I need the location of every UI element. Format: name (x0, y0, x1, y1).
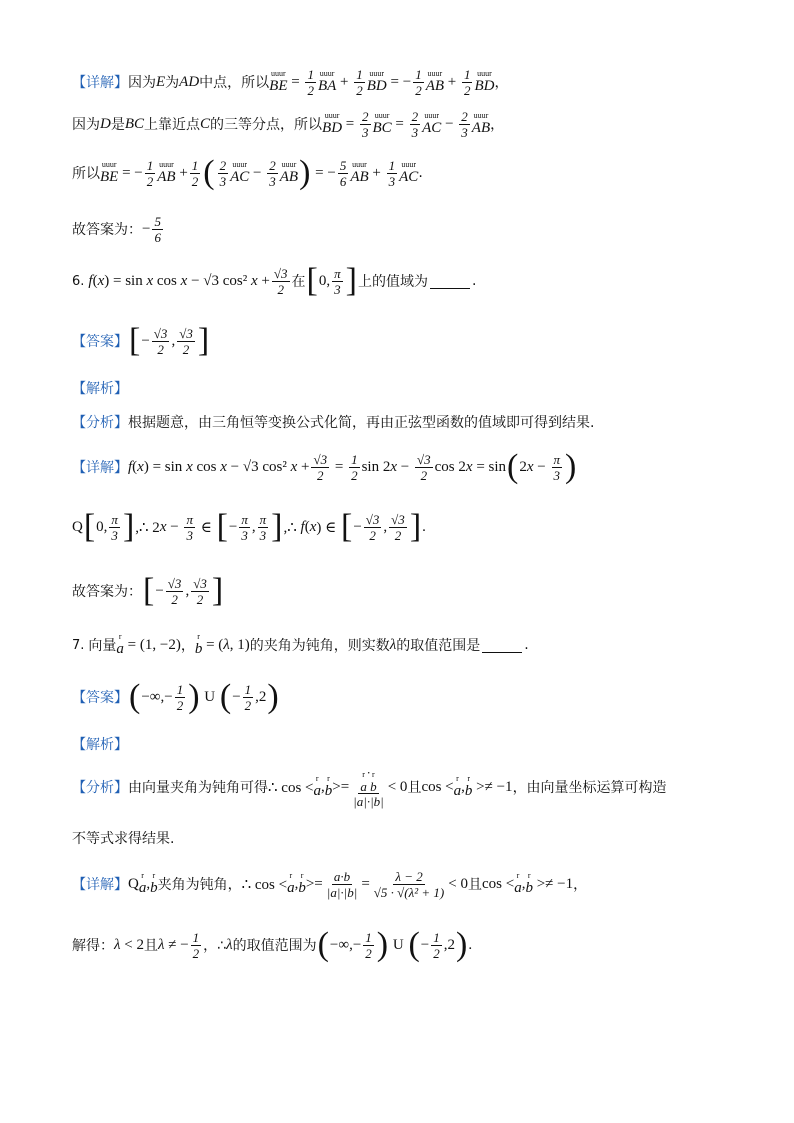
question-7: 7. 向量 r a = (1, −2) ， r b = ( λ , 1) 的夹角为钝角，则实数 λ 的取值范围是 . (72, 632, 529, 657)
q7-fenxi: 【分析】 由向量夹角为钝角可得 ∴ cos < r a , r b >= r a · r b |a|·|b| < 0 且 cos < r a , r b >≠ −1 ，由向量坐标运算可构造 (72, 765, 667, 809)
vector-expression: uuur BE = − $\frac{1}{2}$ uuur AB + $\frac{1}{2}$ ( $\frac{2}{3}$ uuur AC − $\frac{2}{3}$ uuur AB ) = − $\frac{5}{6}$ uuur AB + $\frac{1}{3}$ uuur AC (100, 154, 419, 191)
answer-blank (430, 274, 470, 289)
q6-detail-2 (72, 504, 426, 550)
q7-jiexi: 【解析】 (72, 737, 128, 753)
vector-b: r b = ( λ , 1) (194, 632, 250, 657)
question-6: 6. f ( x ) = sin x cos x − √3 cos² x + $\frac{√3}{2}$ 在 [ 0, $\frac{\pi}{3}$ ] 上的值域为 . (72, 262, 477, 299)
answer-value: [ − $\frac{√3}{2}$ , $\frac{√3}{2}$ ] (143, 572, 224, 609)
answer-line-1: 故答案为： − $\frac{5}{6}$ (72, 210, 165, 248)
interval: [ 0, $\frac{\pi}{3}$ ] (306, 262, 357, 299)
answer-value: [ − $\frac{√3}{2}$ , $\frac{√3}{2}$ ] (129, 322, 210, 359)
q6-answer: 【答案】 [ − $\frac{√3}{2}$ , $\frac{√3}{2}$ ] (72, 322, 210, 359)
function-expression: f ( x ) = sin x cos x − √3 cos² x + $\frac{√3}{2}$ (88, 265, 288, 297)
detail-line-1: 【详解】 因为 E 为 AD 中点，所以 uuur BE = $\frac{1}{2}$ uuur BA + $\frac{1}{2}$ uuur BD = − $\frac{1}{2}$ uuur AB + $\frac{1}{2}$ uuur BD ， (72, 66, 509, 98)
q6-detail: 【详解】 f ( x ) = sin x cos x − √3 cos² x + $\frac{√3}{2}$ = $\frac{1}{2}$ sin 2 x − $\frac{√3}{2}$ cos 2 x = sin ( 2 x − $\frac{\pi}{3}$ ) (72, 448, 577, 485)
q6-fenxi: 【分析】 根据题意，由三角恒等变换公式化简，再由正弦型函数的值域即可得到结果. (72, 415, 595, 431)
cos-expression: ∴ cos < r a , r b >= r a · r b |a|·|b| < 0 (268, 765, 408, 809)
answer-value: ( −∞,− $\frac{1}{2}$ ) U ( − $\frac{1}{2}$ ,2 ) . (317, 926, 473, 963)
q7-fenxi-2: 不等式求得结果. (72, 831, 175, 847)
vector-expression: uuur BE = $\frac{1}{2}$ uuur BA + $\frac{1}{2}$ uuur BD = − $\frac{1}{2}$ uuur AB + $\frac{1}{2}$ uuur BD (269, 66, 495, 98)
vector-a: r a = (1, −2) (116, 632, 181, 657)
answer-value: − $\frac{5}{6}$ (142, 213, 161, 245)
detail-line-2: 因为 D 是 BC 上靠近点 C 的三等分点，所以 uuur BD = $\frac{2}{3}$ uuur BC = $\frac{2}{3}$ uuur AC − $\frac{2}{3}$ uuur AB ， (72, 108, 505, 140)
vector-expression: uuur BD = $\frac{2}{3}$ uuur BC = $\frac{2}{3}$ uuur AC − $\frac{2}{3}$ uuur AB (322, 108, 491, 140)
answer-blank (482, 638, 522, 653)
derivation: Q [ 0, $\frac{\pi}{3}$ ] ,∴ 2 x − $\frac{\pi}{3}$ ∈ [ − $\frac{\pi}{3}$ , $\frac{\pi}{3}$ ] ,∴ f ( x ) ∈ [ − $\frac{√3}{2}$ , $\frac{√3}{2}$ ] . (72, 508, 426, 545)
q6-final: 故答案为： [ − $\frac{√3}{2}$ , $\frac{√3}{2}$ ] (72, 572, 224, 609)
cos-derivation: ∴ cos < r a , r b >= $\frac{a\cdot b}{|a|\cdot|b|}$ = $\frac{\lambda - 2}{\text{√5 · √(λ² + 1)}}$ < 0 (241, 868, 468, 900)
q7-solve: 解得： λ < 2 且 λ ≠ − $\frac{1}{2}$ ，∴ λ 的取值范围为 ( −∞,− $\frac{1}{2}$ ) U ( − $\frac{1}{2}$ ,2 ) . (72, 926, 473, 963)
q7-answer: 【答案】 ( −∞,− $\frac{1}{2}$ ) U ( − $\frac{1}{2}$ ,2 ) (72, 678, 279, 715)
q6-jiexi: 【解析】 (72, 381, 128, 397)
answer-value: ( −∞,− $\frac{1}{2}$ ) U ( − $\frac{1}{2}$ ,2 ) (129, 678, 279, 715)
derivation: f ( x ) = sin x cos x − √3 cos² x + $\frac{√3}{2}$ = $\frac{1}{2}$ sin 2 x − $\frac{√3}{2}$ cos 2 x = sin ( 2 x − $\frac{\pi}{3}$ ) (128, 448, 577, 485)
detail-tag: 【详解】 (72, 75, 128, 91)
q7-detail: 【详解】 Q r a , r b 夹角为钝角， ∴ cos < r a , r b >= $\frac{a\cdot b}{|a|\cdot|b|}$ = $\frac{\lambda - 2}{\text{√5 · √(λ² + 1)}}$ < 0 且 cos < r a , r b >≠ −1 ， (72, 868, 588, 900)
detail-line-3: 所以 uuur BE = − $\frac{1}{2}$ uuur AB + $\frac{1}{2}$ ( $\frac{2}{3}$ uuur AC − $\frac{2}{3}$ uuur AB ) = − $\frac{5}{6}$ uuur AB + $\frac{1}{3}$ uuur AC . (72, 154, 423, 191)
cos-constraint: cos < r a , r b >≠ −1 (421, 774, 513, 799)
